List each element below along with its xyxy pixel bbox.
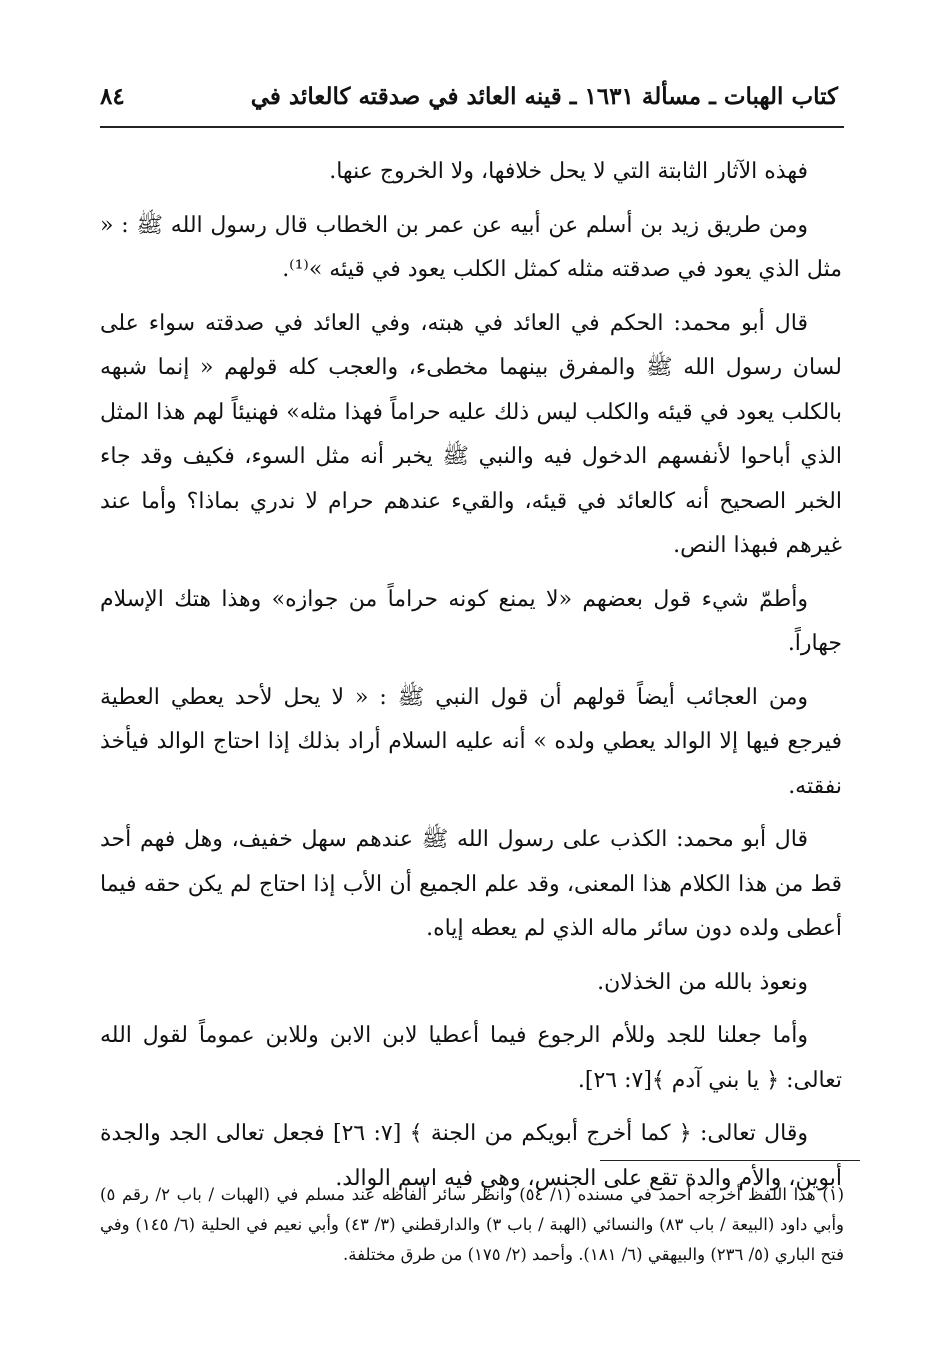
page-header [100, 74, 838, 118]
paragraph: ومن طريق زيد بن أسلم عن أبيه عن عمر بن الخطاب قال رسول الله ﷺ : « مثل الذي يعود في صدقته مثله كمثل الكلب يعود في قيئه »⁽¹⁾. [100, 212, 842, 282]
page-number: ٨٤ [100, 82, 125, 110]
running-title: كتاب الهبات ـ مسألة ١٦٣١ ـ قينه العائد في صدقته كالعائد في [250, 82, 838, 110]
main-text [100, 150, 842, 1210]
footnote-divider [600, 1160, 860, 1161]
paragraph: ومن العجائب أيضاً قولهم أن قول النبي ﷺ : « لا يحل لأحد يعطي العطية فيرجع فيها إلا الوالد يعطي ولده » أنه عليه السلام أراد بذلك إذا احتاج الوالد فيأخذ نفقته. [100, 684, 842, 799]
paragraph: ونعوذ بالله من الخذلان. [597, 969, 808, 995]
header-divider [100, 126, 844, 128]
paragraph: قال أبو محمد: الحكم في العائد في هبته، وفي العائد في صدقته سواء على لسان رسول الله ﷺ والمفرق بينهما مخطىء، والعجب كله قولهم « إنما شبهه بالكلب يعود في قيئه والكلب ليس ذلك عليه حراماً فهذا مثله» فهنيئاً لهم هذا المثل الذي أباحوا لأنفسهم الدخول فيه والنبي ﷺ يخبر أنه مثل السوء، فكيف وقد جاء الخبر الصحيح أنه كالعائد في قيئه، والقيء عندهم حرام لا ندري بماذا؟ وأما عند غيرهم فبهذا النص. [100, 310, 842, 558]
paragraph: وأما جعلنا للجد وللأم الرجوع فيما أعطيا لابن الابن وللابن عموماً لقول الله تعالى: ﴿ يا بني آدم ﴾[٧: ٢٦]. [100, 1023, 842, 1093]
paragraph: فهذه الآثار الثابتة التي لا يحل خلافها، ولا الخروج عنها. [329, 159, 808, 184]
paragraph: قال أبو محمد: الكذب على رسول الله ﷺ عندهم سهل خفيف، وهل فهم أحد قط من هذا الكلام هذا المعنى، وقد علم الجميع أن الأب إذا احتاج لم يكن حقه فيما أعطى ولده دون سائر ماله الذي لم يعطه إياه. [100, 827, 842, 941]
footnote: (١) هذا اللفظ أخرجه أحمد في مسنده (١/ ٥٤) وانظر سائر ألفاظه عند مسلم في (الهبات / باب ٢/ رقم ٥) وأبي داود (البيعة / باب ٨٣) والنسائي (الهبة / باب ٣) والدارقطني (٣/ ٤٣) وأبي نعيم في الحلية (٦/ ١٤٥) وفي فتح الباري (٥/ ٢٣٦) والبيهقي (٦/ ١٨١). وأحمد (٢/ ١٧٥) من طرق مختلفة. [100, 1185, 844, 1264]
paragraph: وقال تعالى: ﴿ كما أخرج أبويكم من الجنة ﴾ [٧: ٢٦] فجعل تعالى الجد والجدة أبوين، والأم والدة تقع على الجنس، وهي فيه اسم الوالد. [100, 1121, 842, 1191]
paragraph: وأطمّ شيء قول بعضهم «لا يمنع كونه حراماً من جوازه» وهذا هتك الإسلام جهاراً. [100, 586, 842, 656]
